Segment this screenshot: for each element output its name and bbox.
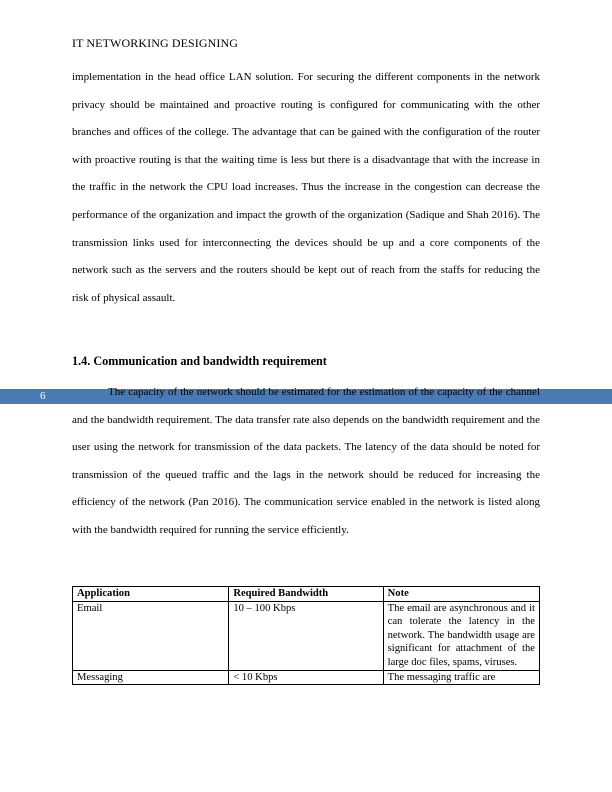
table-header-row	[73, 587, 540, 602]
table-row	[73, 670, 540, 685]
table-row	[73, 601, 540, 670]
cell-note: The email are asynchronous and it can tolerate the latency in the network. The bandwidth usage are significant for attachment of the large doc files, spams, viruses.	[383, 601, 539, 670]
column-header-note: Note	[383, 587, 539, 602]
column-header-required-bandwidth: Required Bandwidth	[229, 587, 383, 602]
cell-note: The messaging traffic are	[383, 670, 539, 685]
body-paragraph-1: implementation in the head office LAN solution. For securing the different components in the network privacy should be maintained and proactive routing is configured for communicating with the other branches and offices of the college. The advantage that can be gained with the configuration of the router with proactive routing is that the waiting time is less but there is a disadvantage that with the increase in the traffic in the network the CPU load increases. Thus the increase in the congestion can decrease the performance of the organization and impact the growth of the organization (Sadique and Shah 2016). The transmission links used for interconnecting the devices should be up and a core components of the network such as the servers and the routers should be kept out of reach from the staffs for reducing the risk of physical assault.	[72, 71, 540, 304]
cell-bandwidth: < 10 Kbps	[229, 670, 383, 685]
section-heading: 1.4. Communication and bandwidth requirement	[72, 354, 327, 368]
bandwidth-table	[72, 586, 540, 685]
running-header: IT NETWORKING DESIGNING	[72, 36, 239, 50]
cell-application: Messaging	[73, 670, 229, 685]
column-header-application: Application	[73, 587, 229, 602]
cell-application: Email	[73, 601, 229, 670]
body-paragraph-2: The capacity of the network should be estimated for the estimation of the capacity of the channel and the bandwidth requirement. The data transfer rate also depends on the bandwidth requirement and the user using the network for transmission of the data packets. The latency of the data should be noted for transmission of the queued traffic and the lags in the network should be reduced for increasing the efficiency of the network (Pan 2016). The communication service enabled in the network is listed along with the bandwidth required for running the service efficiently.	[72, 386, 540, 536]
page-number: 6	[40, 390, 46, 402]
cell-bandwidth: 10 – 100 Kbps	[229, 601, 383, 670]
